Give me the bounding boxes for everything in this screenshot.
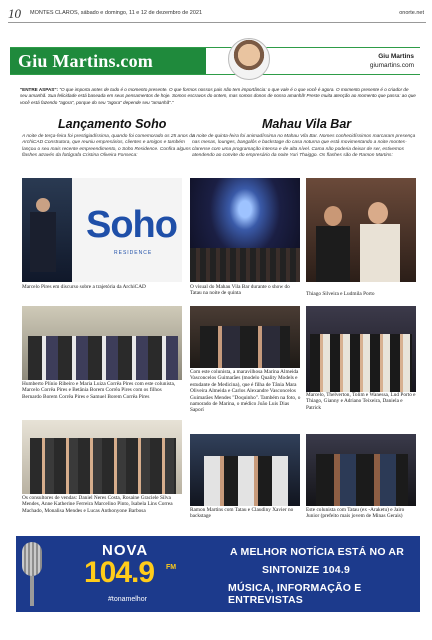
station-frequency: 104.9	[84, 556, 155, 589]
intro-quote	[20, 87, 416, 106]
site-link[interactable]: onorte.net	[399, 10, 424, 16]
caption-3: Thiago Silveira e Ludmila Porto	[306, 291, 375, 297]
fm-label: FM	[166, 564, 177, 571]
soho-sub: RESIDENCE	[114, 250, 153, 256]
column-banner	[10, 47, 420, 75]
photo-family	[22, 306, 182, 380]
caption-6: Marcelo, Thelverton, Tolim e Wanessa, Lud Porto e Thiago, Gianny e Adriano Teixeira, Daniela e Patrick	[306, 392, 416, 411]
caption-2: O visual do Mahau Vila Bar durante o show do Tatau na noite de quinta	[190, 284, 290, 297]
page-number: 10	[8, 6, 21, 21]
caption-8: Ramon Martins com Tatau e Claudiny Xavier no backstage	[190, 507, 294, 520]
ad-line-3: MÚSICA, INFORMAÇÃO E ENTREVISTAS	[228, 582, 362, 606]
station-hashtag: #tonamelhor	[108, 596, 147, 603]
column-title: Giu Martins.com	[18, 51, 153, 71]
microphone-icon	[22, 542, 42, 576]
photo-mahau-show	[190, 178, 300, 282]
intro-label: "ENTRE ASPAS":	[20, 87, 59, 92]
soho-logo: Soho	[86, 204, 177, 246]
page-header	[8, 6, 426, 23]
intro-text: "O que importa antes de tudo é o momento presente. O que formos nossos pais não tem importância: o que vale é o que você é agora. O momento presente é o criador de seu amanhã. Sua felicidade está baseada em seus pensamentos de hoje. Somos escravos do ontem, mas somos donos de nosso amanhã! Preste muita atenção ao momento que passa: ao que você está fazendo "agora", porque do seu "agora" depende seu "amanhã"."	[20, 87, 416, 105]
station-name: NOVA	[102, 542, 149, 559]
radio-ad[interactable]	[16, 536, 420, 612]
photo-thiago-ludmila	[306, 178, 416, 282]
photo-soho-speech	[22, 178, 182, 282]
caption-1: Marcelo Pires em discurso sobre a trajetória da ArchiCAD	[22, 284, 146, 290]
right-body: A noite de quinta-feira foi animadíssima no Mahau Vila Bar. Nomes conhecidíssimos marcaram presença nas mesas, lounges, bangalôs e backstage do casa noturna que está movimentando a noite montes-clarense com uma programação intensa e de alta nível. Cama não poderia deixar de ser, estivemos atendendo ao convite do empresário da noite Yuri Thaiggo. Os flashes são de Ramon Martins:	[192, 134, 416, 158]
left-body: A noite de terça-feira foi prestigiadíssima, quando foi comemorado os 25 anos da ArchiCAD Construtora, que reuniu empresários, clientes e amigos e também lançou o seu mais recente empreendimento, o Soho Residence. Confira alguns flashes através da fotógrafa Cristina Oliveira Fonseca:	[22, 134, 195, 158]
caption-4: Humberto Plínio Ribeiro e Maria Luiza Corrêa Pires com este colunista, Marcelo Corrêa Pires e Betânia Borem Corrêa Pires com os filhos Bernardo Borem Corrêa Pires e Samuel Borem Corrêa Pires	[22, 381, 176, 400]
right-heading: Mahau Vila Bar	[262, 117, 352, 131]
photo-marina	[190, 306, 300, 368]
photo-group	[306, 306, 416, 392]
photo-tatau	[306, 434, 416, 506]
author-website[interactable]: giumartins.com	[369, 62, 414, 69]
author-avatar	[228, 38, 270, 80]
ad-line-2: SINTONIZE 104.9	[262, 564, 351, 576]
caption-7: Os consultores de vendas: Daniel Neres Costa, Rosaine Graciele Silva Mendes, Anne Katherine Ferreira Marcelino Pinto, Isabela Lins Correa Machado, Monalisa Mendes e Lucas Anthonyone Barbosa	[22, 495, 173, 514]
caption-5: Com este colunista, a maravilhosa Marina Almeida Vasconcelos Guimarães (modelo Quality Models e estudante de Medicina), que é filha de Tânia Mara Oliveira Almeida e Carlos Alexandre Vasconcelos Guimarães Mendes "Doquinho". Também na foto, o namorado de Marina, o médico João Luis Dias Saporí	[190, 369, 301, 414]
photo-backstage	[190, 434, 300, 506]
ad-line-1: A MELHOR NOTÍCIA ESTÁ NO AR	[230, 546, 404, 558]
banner-green-block	[10, 48, 206, 74]
mic-stand	[30, 576, 34, 606]
photo-consultants	[22, 420, 182, 494]
author-name: Giu Martins	[378, 53, 414, 60]
dateline: MONTES CLAROS, sábado e domingo, 11 e 12 de dezembro de 2021	[30, 10, 203, 16]
left-heading: Lançamento Soho	[58, 117, 167, 131]
caption-9: Este colunista com Tatau (ex -Araketu) e Jairo Junior (prefeito mais jovem de Minas Gerais)	[306, 507, 405, 520]
